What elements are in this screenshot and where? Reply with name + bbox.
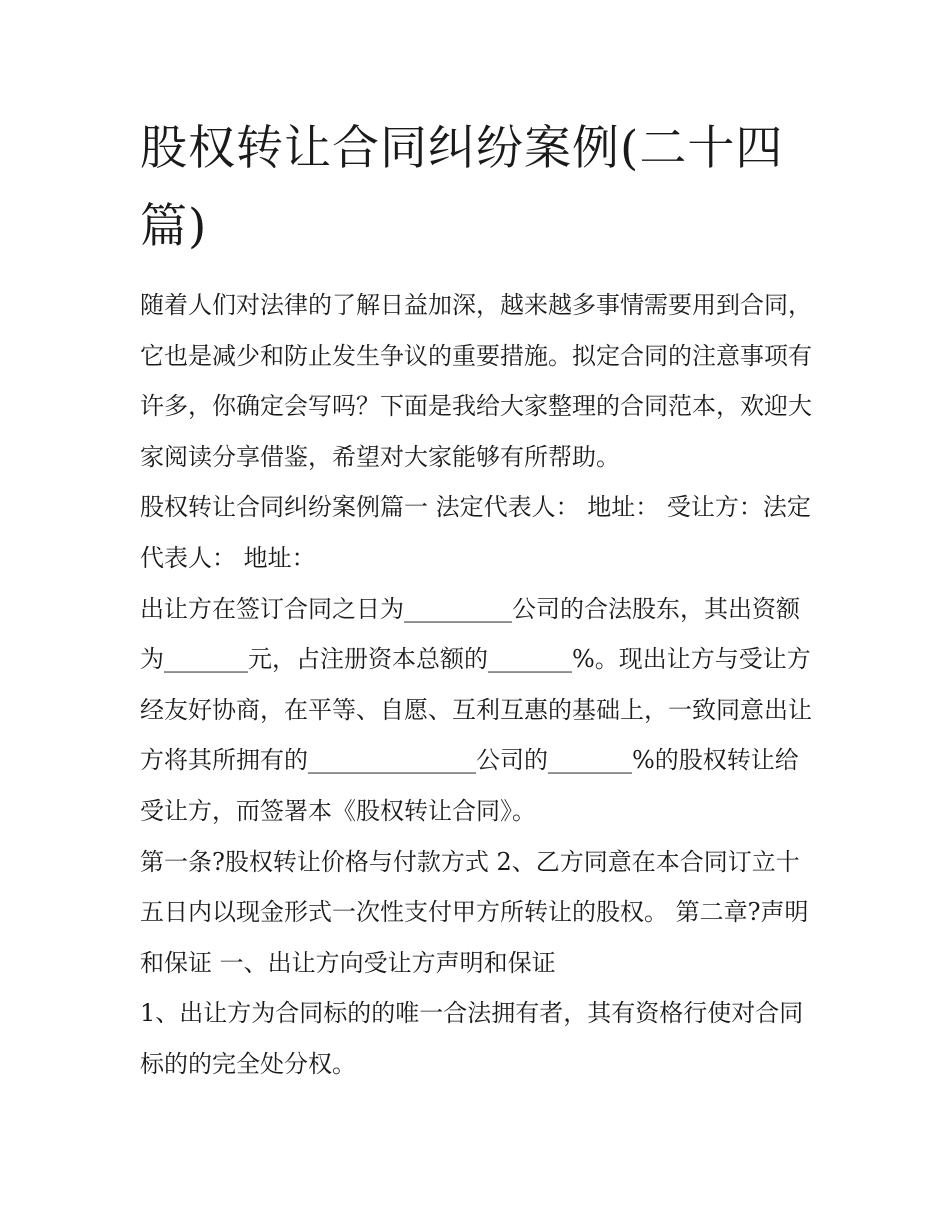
paragraph-warranty-one: 1、出让方为合同标的的唯一合法拥有者，其有资格行使对合同标的的完全处分权。 (140, 999, 804, 1078)
paragraph-parties: 股权转让合同纠纷案例篇一 法定代表人： 地址： 受让方：法定代表人： 地址： (140, 493, 811, 572)
paragraph-intro: 随着人们对法律的了解日益加深，越来越多事情需要用到合同，它也是减少和防止发生争议的重要措施。拟定合同的注意事项有许多，你确定会写吗？下面是我给大家整理的合同范本，欢迎大家阅读分享借鉴，希望对大家能够有所帮助。 (140, 291, 812, 471)
paragraph-article-one: 第一条?股权转让价格与付款方式 2、乙方同意在本合同订立十五日内以现金形式一次性支付甲方所转让的股权。 第二章?声明和保证 一、出让方向受让方声明和保证 (140, 847, 809, 977)
paragraph-transfer-terms: 出让方在签订合同之日为_________公司的合法股东，其出资额为_______元，占注册资本总额的_______%。现出让方与受让方经友好协商，在平等、自愿、互利互惠的基础上，一致同意出让方将其所拥有的______________公司的_______%的股权转让给受让方，而签署本《股权转让合同》。 (140, 594, 812, 825)
document-title: 股权转让合同纠纷案例(二十四篇) (140, 121, 784, 254)
document-body (140, 110, 815, 1090)
